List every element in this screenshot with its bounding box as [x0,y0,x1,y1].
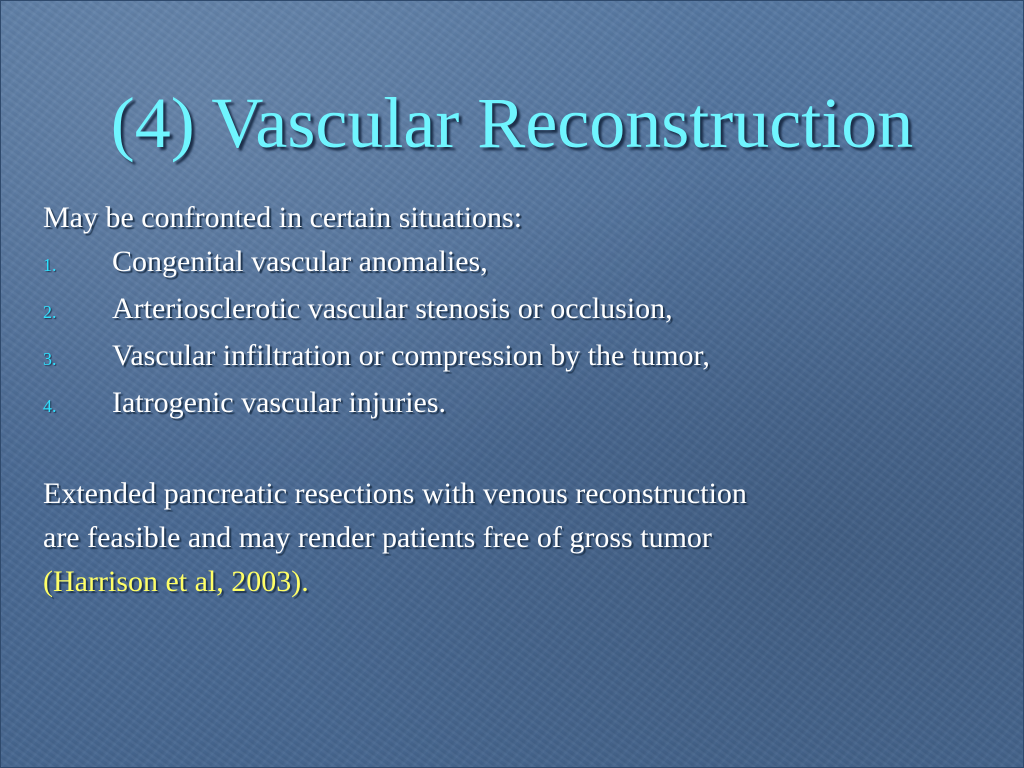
list-item-text: Arteriosclerotic vascular stenosis or occlusion, [112,292,673,325]
list-item [43,240,993,287]
list-number: 3. [43,349,57,369]
list-item [43,287,993,334]
intro-text: May be confronted in certain situations: [43,201,523,234]
conclusion-line-1: Extended pancreatic resections with venous reconstruction [43,477,747,510]
list-item-text: Iatrogenic vascular injuries. [112,386,447,419]
citation: (Harrison et al, 2003). [43,565,309,598]
list-item [43,334,993,381]
list-item-text: Congenital vascular anomalies, [112,245,488,278]
slide-body [43,196,993,604]
list-number: 4. [43,396,57,416]
list-number: 1. [43,255,57,275]
conclusion-line-2: are feasible and may render patients free of gross tumor [43,521,712,554]
list-item [43,381,993,428]
list-item-text: Vascular infiltration or compression by the tumor, [112,339,710,372]
spacer [43,428,993,472]
slide-title: (4) Vascular Reconstruction [110,83,914,163]
list-number: 2. [43,302,57,322]
